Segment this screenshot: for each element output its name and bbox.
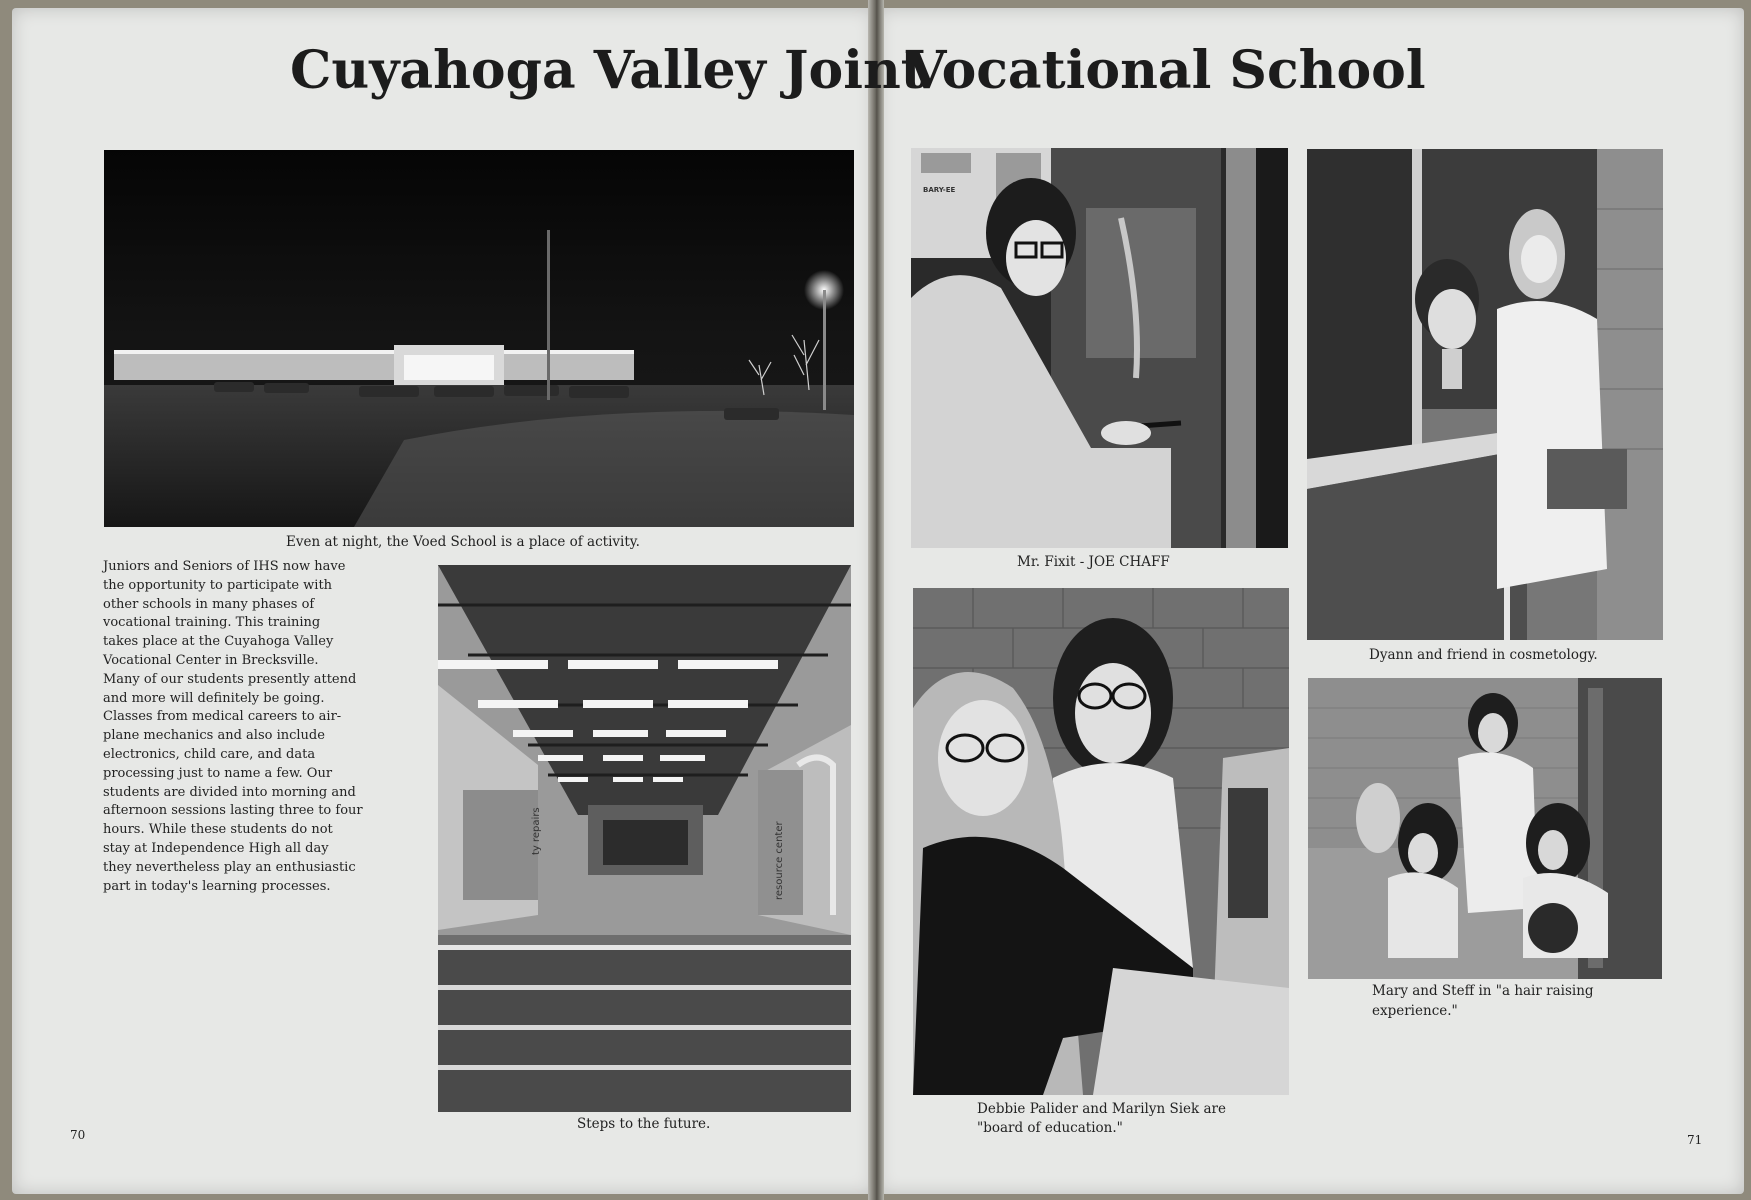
body-line: takes place at the Cuyahoga Valley [103, 634, 334, 650]
caption-fixit: Mr. Fixit - JOE CHAFF [1017, 554, 1170, 570]
body-line: afternoon sessions lasting three to four [103, 803, 363, 819]
body-line: stay at Independence High all day [103, 840, 329, 856]
photo-school-night [104, 150, 854, 527]
body-line: Classes from medical careers to air- [103, 709, 342, 725]
caption-mary-line2: experience." [1372, 1003, 1458, 1019]
sign-repairs: ty repairs [531, 807, 542, 855]
body-line: the opportunity to participate with [103, 577, 333, 593]
body-line: vocational training. This training [103, 615, 321, 631]
body-line: Vocational Center in Brecksville. [103, 652, 319, 668]
body-line: students are divided into morning and [103, 784, 356, 800]
photo-mary-steff [1308, 678, 1662, 979]
page-number-left: 70 [70, 1128, 86, 1142]
body-line: processing just to name a few. Our [103, 765, 333, 781]
body-line: electronics, child care, and data [103, 746, 316, 762]
towel-brand-label: BARY-EE [923, 186, 956, 194]
photo-hallway-steps [438, 565, 851, 1112]
photo-dyann-cosmetology [1307, 149, 1663, 640]
body-line: Juniors and Seniors of IHS now have [103, 559, 346, 574]
caption-debbie-line2: "board of education." [977, 1120, 1123, 1136]
body-line: Many of our students presently attend [103, 671, 357, 687]
body-text [103, 558, 388, 896]
photo-mr-fixit [911, 148, 1288, 548]
caption-dyann: Dyann and friend in cosmetology. [1369, 647, 1598, 663]
body-line: plane mechanics and also include [103, 728, 325, 744]
page-title-left: Cuyahoga Valley Joint [290, 40, 925, 101]
book-gutter [868, 0, 884, 1200]
body-line: part in today's learning processes. [103, 878, 331, 894]
body-line: they nevertheless play an enthusiastic [103, 859, 356, 875]
page-title-right: Vocational School [906, 40, 1426, 101]
caption-mary-line1: Mary and Steff in "a hair raising [1372, 983, 1594, 999]
sign-resource-center: resource center [774, 821, 785, 900]
body-line: hours. While these students do not [103, 822, 333, 838]
page-number-right: 71 [1687, 1133, 1703, 1147]
caption-debbie-line1: Debbie Palider and Marilyn Siek are [977, 1101, 1226, 1117]
caption-steps: Steps to the future. [577, 1116, 711, 1132]
caption-night: Even at night, the Voed School is a place of activity. [286, 534, 640, 550]
body-line: other schools in many phases of [103, 596, 315, 612]
body-line: and more will definitely be going. [103, 690, 325, 706]
photo-debbie-marilyn [913, 588, 1289, 1095]
